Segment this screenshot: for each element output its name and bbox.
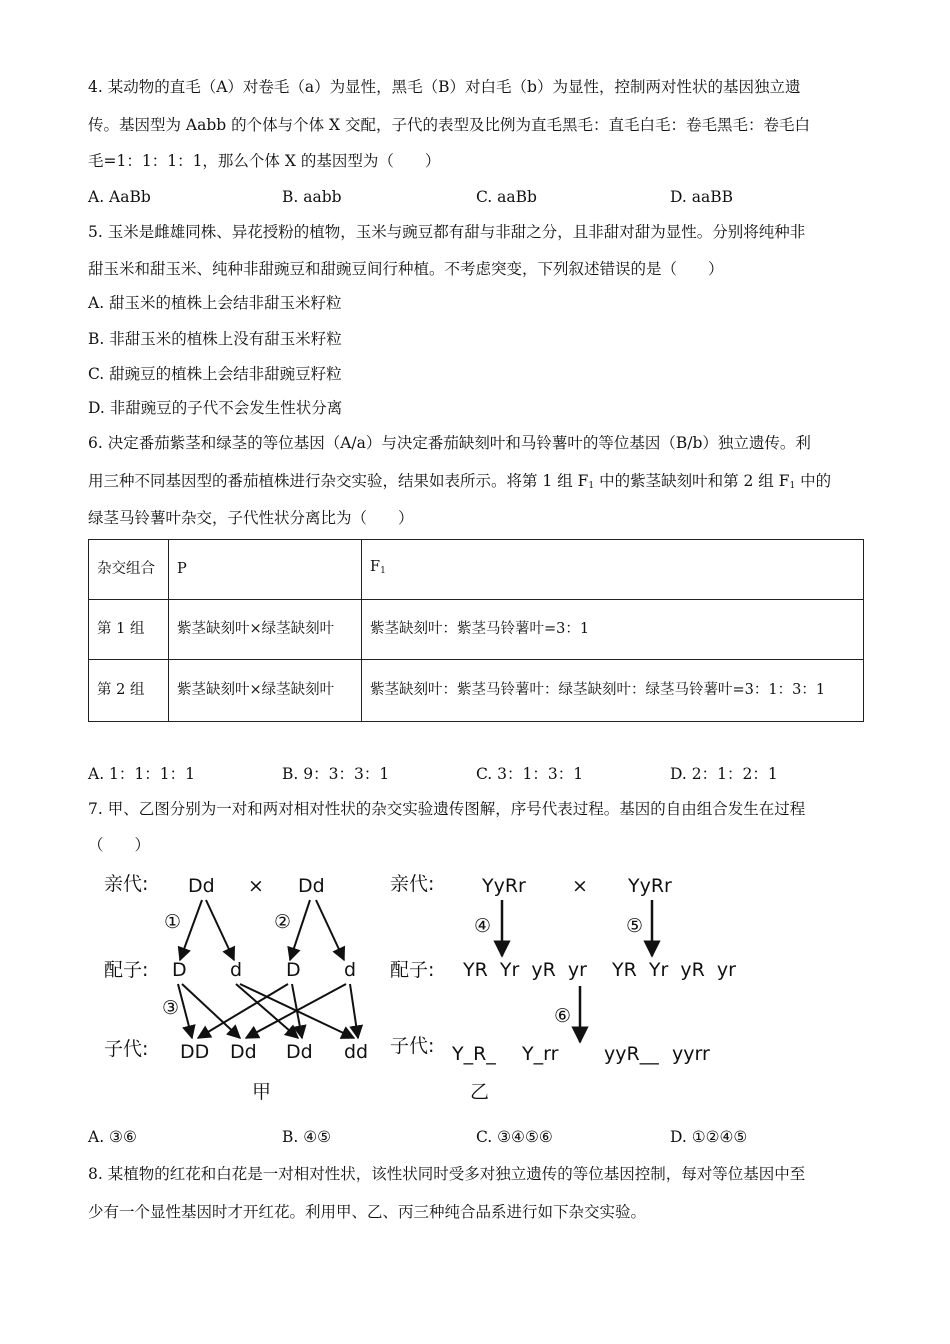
yi-offspring-1: Y_R_ [452,1043,496,1065]
jia-cross-symbol: × [248,875,264,897]
jia-arrow [206,900,234,960]
jia-offspring-1: DD [180,1041,210,1063]
jia-arrow [290,900,310,960]
diagram-jia [104,873,368,1103]
jia-step-2: ② [274,911,292,933]
yi-parent-2: YyRr [628,875,672,897]
q4-options [88,186,868,208]
q8-stem-line-1: 8. 某植物的红花和白花是一对相对性状，该性状同时受多对独立遗传的等位基因控制，每对等位基因中至 [88,1165,806,1183]
jia-gamete-2: d [230,959,243,981]
q6-option-b[interactable]: B. 9：3：3：1 [282,765,390,783]
yi-step-5: ⑤ [626,915,644,937]
q4-stem-line-2: 传。基因型为 Aabb 的个体与个体 X 交配，子代的表型及比例为直毛黑毛：直毛白毛：卷毛黑毛：卷毛白 [88,116,811,134]
jia-label-gametes: 配子: [104,959,149,981]
q5-option-a[interactable]: A. 甜玉米的植株上会结非甜玉米籽粒 [88,294,342,312]
yi-label-offspring: 子代: [390,1035,435,1057]
jia-parent-1: Dd [188,875,215,897]
yi-gametes-right: YR Yr yR yr [612,959,736,981]
q7-options [88,1126,868,1148]
q7-genetics-figure [88,862,788,1112]
jia-arrow [316,900,344,960]
q7-stem-line-1: 7. 甲、乙图分别为一对和两对相对性状的杂交实验遗传图解，序号代表过程。基因的自由组合发生在过程 [88,800,806,818]
q5-stem-line-2: 甜玉米和甜玉米、纯种非甜豌豆和甜豌豆间行种植。不考虑突变，下列叙述错误的是（ ） [88,260,724,278]
jia-label-offspring: 子代: [104,1038,149,1060]
jia-label-parents: 亲代: [104,873,149,895]
yi-parent-1: YyRr [482,875,526,897]
jia-arrow [236,984,298,1038]
q4-option-a[interactable]: A. AaBb [88,188,151,206]
diagram-yi [390,873,736,1103]
q6-option-c[interactable]: C. 3：1：3：1 [476,765,584,783]
yi-step-4: ④ [474,915,492,937]
q7-figure-svg [88,862,788,1112]
jia-arrow [180,900,202,960]
table-row [89,600,864,660]
jia-parent-2: Dd [298,875,325,897]
q4-option-d[interactable]: D. aaBB [670,188,733,206]
q6-stem-line-1: 6. 决定番茄紫茎和绿茎的等位基因（A/a）与决定番茄缺刻叶和马铃薯叶的等位基因（B/b）独立遗传。利 [88,434,811,452]
q8-stem-line-2: 少有一个显性基因时才开红花。利用甲、乙、丙三种纯合品系进行如下杂交实验。 [88,1203,647,1221]
q6-cross-table [88,539,864,722]
q6-stem-line-2: 用三种不同基因型的番茄植株进行杂交实验，结果如表所示。将第 1 组 $F_1$ 中的紫茎缺刻叶和第 2 组 $F_1$ 中的 [88,472,832,491]
table-header-p: P [169,540,362,600]
jia-caption: 甲 [252,1081,272,1103]
table-header-row [89,540,864,600]
q6-options [88,763,868,785]
yi-step-6: ⑥ [554,1005,572,1027]
jia-gamete-3: D [286,959,301,981]
table-cell-group: 第 1 组 [89,600,169,660]
jia-step-1: ① [164,911,182,933]
jia-gamete-1: D [172,959,187,981]
q4-option-c[interactable]: C. aaBb [476,188,537,206]
q7-stem-line-2: （ ） [88,836,151,854]
q7-option-b[interactable]: B. ④⑤ [282,1128,332,1146]
table-cell-offspring: 紫茎缺刻叶：紫茎马铃薯叶=3：1 [362,600,864,660]
q5-option-b[interactable]: B. 非甜玉米的植株上没有甜玉米籽粒 [88,330,342,348]
yi-offspring-2: Y_rr [522,1043,559,1065]
q6-option-a[interactable]: A. 1：1：1：1 [88,765,195,783]
jia-offspring-4: dd [344,1041,369,1063]
yi-offspring-3: yyR__ [604,1043,659,1065]
jia-offspring-3: Dd [286,1041,313,1063]
yi-label-parents: 亲代: [390,873,435,895]
table-row [89,660,864,722]
table-cell-parents: 紫茎缺刻叶×绿茎缺刻叶 [169,600,362,660]
q5-stem-line-1: 5. 玉米是雌雄同株、异花授粉的植物，玉米与豌豆都有甜与非甜之分，且非甜对甜为显性。分别将纯种非 [88,223,806,241]
q7-option-c[interactable]: C. ③④⑤⑥ [476,1128,553,1146]
q7-option-d[interactable]: D. ①②④⑤ [670,1128,748,1146]
q4-stem-line-1: 4. 某动物的直毛（A）对卷毛（a）为显性，黑毛（B）对白毛（b）为显性，控制两对性状的基因独立遗 [88,78,801,96]
q6-option-d[interactable]: D. 2：1：2：1 [670,765,778,783]
q4-option-b[interactable]: B. aabb [282,188,342,206]
q6-stem-line-3: 绿茎马铃薯叶杂交，子代性状分离比为（ ） [88,509,414,527]
yi-gametes-left: YR Yr yR yr [463,959,587,981]
q7-option-a[interactable]: A. ③⑥ [88,1128,137,1146]
jia-step-3: ③ [162,997,180,1019]
yi-caption: 乙 [470,1081,490,1103]
table-header-f1: $F_1$ [362,540,864,600]
table-cell-offspring: 紫茎缺刻叶：紫茎马铃薯叶：绿茎缺刻叶：绿茎马铃薯叶=3：1：3：1 [362,660,864,722]
yi-offspring-4: yyrr [672,1043,710,1065]
q4-stem-line-3: 毛=1：1：1：1，那么个体 X 的基因型为（ ） [88,152,441,170]
table-cell-parents: 紫茎缺刻叶×绿茎缺刻叶 [169,660,362,722]
table-cell-group: 第 2 组 [89,660,169,722]
jia-offspring-2: Dd [230,1041,257,1063]
jia-gamete-4: d [344,959,357,981]
yi-label-gametes: 配子: [390,959,435,981]
jia-arrow [350,984,358,1038]
yi-cross-symbol: × [572,875,588,897]
table-header-cross: 杂交组合 [89,540,169,600]
q5-option-d[interactable]: D. 非甜豌豆的子代不会发生性状分离 [88,399,343,417]
jia-arrow [246,984,346,1038]
q5-option-c[interactable]: C. 甜豌豆的植株上会结非甜豌豆籽粒 [88,365,342,383]
